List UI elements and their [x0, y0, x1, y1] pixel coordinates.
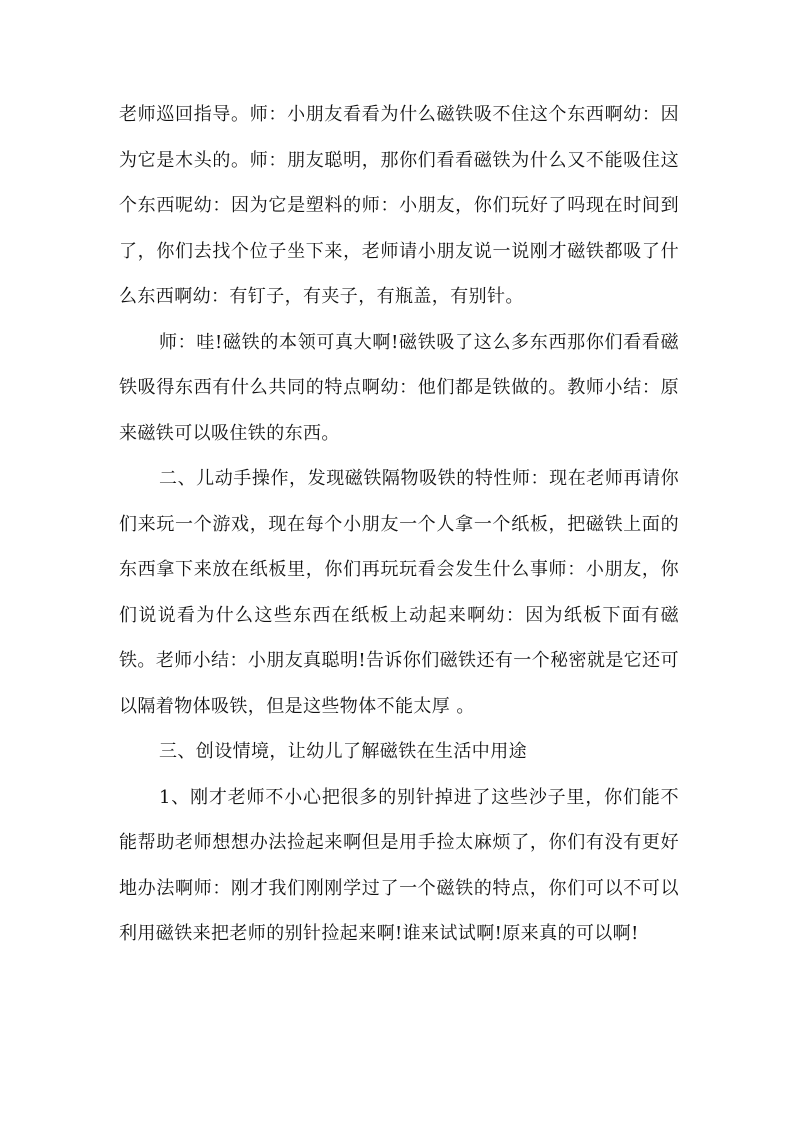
document-body: [119, 92, 679, 957]
paragraph-5: 1、刚才老师不小心把很多的别针掉进了这些沙子里，你们能不能帮助老师想想办法捡起来啊但是用手捡太麻烦了，你们有没有更好地办法啊师：刚才我们刚刚学过了一个磁铁的特点，你们可以不可以利用磁铁来把老师的别针捡起来啊!谁来试试啊!原来真的可以啊!: [119, 786, 679, 944]
paragraph-4-heading: 三、创设情境，让幼儿了解磁铁在生活中用途: [159, 741, 527, 762]
paragraph-3: 二、儿动手操作，发现磁铁隔物吸铁的特性师：现在老师再请你们来玩一个游戏，现在每个小朋友一个人拿一个纸板，把磁铁上面的东西拿下来放在纸板里，你们再玩玩看会发生什么事师：小朋友，你们说说看为什么这些东西在纸板上动起来啊幼：因为纸板下面有磁铁。老师小结：小朋友真聪明!告诉你们磁铁还有一个秘密就是它还可以隔着物体吸铁，但是这些物体不能太厚 。: [119, 468, 679, 717]
paragraph-2: 师：哇!磁铁的本领可真大啊!磁铁吸了这么多东西那你们看看磁铁吸得东西有什么共同的特点啊幼：他们都是铁做的。教师小结：原来磁铁可以吸住铁的东西。: [119, 331, 679, 444]
paragraph-1: 老师巡回指导。师：小朋友看看为什么磁铁吸不住这个东西啊幼：因为它是木头的。师：朋友聪明，那你们看看磁铁为什么又不能吸住这个东西呢幼：因为它是塑料的师：小朋友，你们玩好了吗现在时间到了，你们去找个位子坐下来，老师请小朋友说一说刚才磁铁都吸了什么东西啊幼：有钉子，有夹子，有瓶盖，有别针。: [119, 104, 679, 307]
